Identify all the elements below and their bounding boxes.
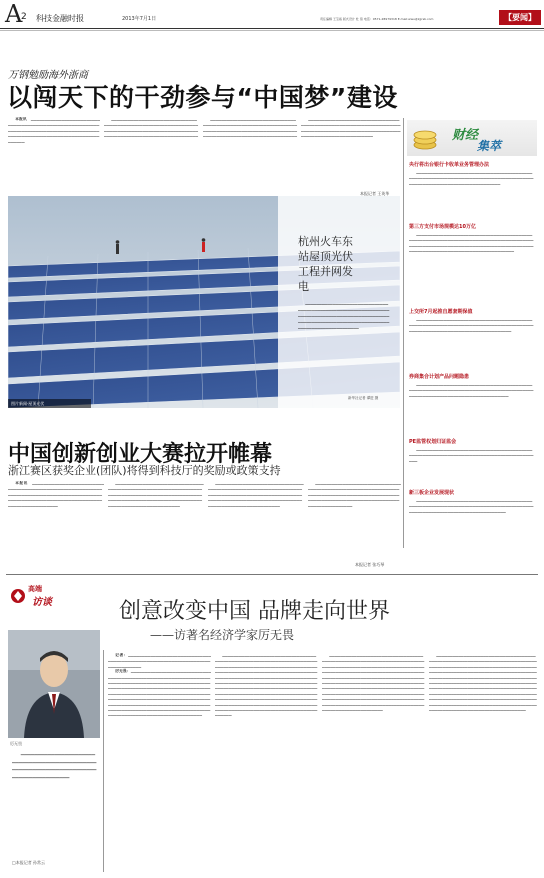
section-name: 科技金融时报 <box>36 14 84 23</box>
sidebar-item-body: ▁▁▁▁▁▁▁▁▁▁▁▁▁▁▁▁▁▁▁▁▁▁▁▁▁▁▁▁▁▁▁▁▁▁▁▁▁▁▁▁▁▁▁▁▁▁▁▁▁▁▁▁▁▁▁▁▁▁▁▁▁▁▁▁▁▁▁▁▁▁▁▁▁▁▁▁▁▁▁▁▁▁▁▁▁▁▁▁▁▁▁▁▁▁▁▁▁▁▁▁▁▁▁▁▁▁▁▁▁▁▁▁▁▁▁▁▁▁▁▁▁▁ <box>409 498 534 513</box>
interview-logo-title: 高端 <box>28 585 42 593</box>
interview-subhead: ——访著名经济学家厉无畏 <box>150 628 295 642</box>
interview-col4: ▁▁▁▁▁▁▁▁▁▁▁▁▁▁▁▁▁▁▁▁▁▁▁▁▁▁▁▁▁▁▁▁▁▁▁▁▁▁▁▁▁▁▁▁▁▁▁▁▁▁▁▁▁▁▁▁▁▁▁▁▁▁▁▁▁▁▁▁▁▁▁▁▁▁▁▁▁▁▁▁▁▁▁▁▁▁▁▁▁▁▁▁▁▁▁▁▁▁▁▁▁▁▁▁▁▁▁▁▁▁▁▁▁▁▁▁▁▁▁▁▁▁▁▁▁▁▁▁▁▁▁▁▁▁▁▁▁▁▁▁▁▁▁▁▁▁▁▁▁▁▁▁▁▁▁▁▁▁▁▁▁▁▁▁▁▁▁▁▁▁▁▁▁▁▁▁▁▁▁▁▁▁▁▁▁▁▁▁▁▁▁▁▁▁▁▁▁▁▁▁▁▁▁▁▁▁▁▁▁▁▁▁▁▁▁▁▁▁▁▁▁▁▁▁▁▁▁▁▁▁▁▁▁▁▁▁▁▁▁▁▁▁▁▁▁▁▁▁▁▁▁▁▁▁▁▁▁▁▁▁▁▁▁▁▁▁▁▁▁▁▁▁▁▁▁▁▁▁▁▁▁▁▁▁▁▁▁▁▁▁▁▁▁▁▁▁▁▁▁▁▁▁▁▁▁▁▁▁▁▁▁▁▁▁▁▁▁▁▁▁▁▁▁▁▁▁▁▁▁▁▁▁▁▁▁▁▁▁▁▁▁▁▁▁▁▁▁▁▁▁▁▁▁▁▁▁▁▁▁▁▁▁▁▁▁▁▁▁▁▁▁▁▁▁▁▁▁▁▁▁▁▁▁▁▁▁▁▁▁▁▁▁▁▁▁▁▁▁▁▁▁▁▁▁▁▁▁▁▁▁▁▁▁▁▁▁▁▁▁▁▁▁ <box>429 653 537 712</box>
header-rule-thin <box>0 30 544 31</box>
page-letter: A <box>5 0 23 28</box>
qa-question-lead: 记者： <box>115 653 129 657</box>
sidebar-banner-sub: 集萃 <box>477 139 502 153</box>
sidebar-item-title: 新三板企业发展现状 <box>409 490 455 496</box>
qa-answer-lead: 厉无畏： <box>115 669 131 674</box>
story1-col4: ▁▁▁▁▁▁▁▁▁▁▁▁▁▁▁▁▁▁▁▁▁▁▁▁▁▁▁▁▁▁▁▁▁▁▁▁▁▁▁▁▁▁▁▁▁▁▁▁▁▁▁▁▁▁▁▁▁▁▁▁▁▁▁▁▁▁▁▁▁▁▁▁▁▁▁▁▁▁▁▁▁▁▁▁▁▁▁▁▁▁▁▁▁▁▁▁▁▁▁▁▁▁▁▁▁▁▁▁▁▁▁▁▁▁▁▁▁▁▁▁▁▁▁▁▁▁▁▁▁▁▁ <box>301 117 401 138</box>
header-rule <box>0 28 544 29</box>
interview-logo-sub: 访谈 <box>32 597 52 608</box>
solar-photo <box>8 196 400 408</box>
interviewee-photo <box>8 630 100 738</box>
story2-col1: 本报讯 ▁▁▁▁▁▁▁▁▁▁▁▁▁▁▁▁▁▁▁▁▁▁▁▁▁▁▁▁▁▁▁▁▁▁▁▁▁▁▁▁▁▁▁▁▁▁▁▁▁▁▁▁▁▁▁▁▁▁▁▁▁▁▁▁▁▁▁▁▁▁▁▁▁▁▁▁▁▁▁▁▁▁▁▁▁▁▁▁▁▁▁▁▁▁▁▁▁▁▁▁▁▁▁▁▁▁▁▁▁▁▁▁▁▁▁▁▁▁▁▁▁▁▁▁▁▁▁▁▁▁▁▁▁▁▁▁▁▁▁▁▁▁▁▁▁▁ <box>8 481 104 507</box>
sidebar-banner-title: 财经 <box>452 128 479 143</box>
photo-caption-body: ▁▁▁▁▁▁▁▁▁▁▁▁▁▁▁▁▁▁▁▁▁▁▁▁▁▁▁▁▁▁▁▁▁▁▁▁▁▁▁▁▁▁▁▁▁▁▁▁▁▁▁▁▁▁▁▁▁▁▁▁▁▁▁▁▁▁▁▁▁▁▁▁▁▁▁▁▁▁▁▁▁▁▁▁▁▁▁▁▁▁▁▁▁▁▁▁▁▁▁▁▁▁▁▁▁▁▁▁▁▁▁▁▁▁▁▁▁▁▁▁▁▁▁▁▁▁▁▁▁▁▁▁▁▁▁▁▁▁▁▁▁▁▁▁▁▁▁▁▁▁▁ <box>298 301 390 329</box>
issue-date: 2013年7月1日 <box>122 16 157 22</box>
sidebar-item-body: ▁▁▁▁▁▁▁▁▁▁▁▁▁▁▁▁▁▁▁▁▁▁▁▁▁▁▁▁▁▁▁▁▁▁▁▁▁▁▁▁▁▁▁▁▁▁▁▁▁▁▁▁▁▁▁▁▁▁▁▁▁▁▁▁▁▁▁▁▁▁▁▁▁▁▁▁▁▁▁▁▁▁▁▁▁▁▁▁▁▁▁▁▁▁▁▁▁▁▁▁▁▁▁▁▁▁▁▁▁▁▁▁▁▁▁▁▁▁▁▁▁▁▁▁ <box>409 317 534 332</box>
story2-byline-lead: 本报讯 <box>15 481 28 485</box>
story2-subhead: 浙江赛区获奖企业(团队)将得到科技厅的奖励或政策支持 <box>8 464 281 477</box>
sidebar-item-body: ▁▁▁▁▁▁▁▁▁▁▁▁▁▁▁▁▁▁▁▁▁▁▁▁▁▁▁▁▁▁▁▁▁▁▁▁▁▁▁▁▁▁▁▁▁▁▁▁▁▁▁▁▁▁▁▁▁▁▁▁▁▁▁▁▁▁▁▁▁▁▁▁▁▁▁▁▁▁▁▁▁▁▁▁▁▁▁▁▁▁ <box>409 447 534 462</box>
page-number: 2 <box>21 12 27 22</box>
story1-col1: 本报讯 ▁▁▁▁▁▁▁▁▁▁▁▁▁▁▁▁▁▁▁▁▁▁▁▁▁▁▁▁▁▁▁▁▁▁▁▁▁▁▁▁▁▁▁▁▁▁▁▁▁▁▁▁▁▁▁▁▁▁▁▁▁▁▁▁▁▁▁▁▁▁▁▁▁▁▁▁▁▁▁▁▁▁▁▁▁▁▁▁▁▁▁▁▁▁▁▁▁▁▁▁▁▁▁▁▁▁▁▁▁▁▁▁▁▁▁▁▁▁▁▁▁▁▁▁▁▁▁▁▁▁ <box>8 117 100 143</box>
portrait-image <box>8 630 100 738</box>
sidebar-item-body: ▁▁▁▁▁▁▁▁▁▁▁▁▁▁▁▁▁▁▁▁▁▁▁▁▁▁▁▁▁▁▁▁▁▁▁▁▁▁▁▁▁▁▁▁▁▁▁▁▁▁▁▁▁▁▁▁▁▁▁▁▁▁▁▁▁▁▁▁▁▁▁▁▁▁▁▁▁▁▁▁▁▁▁▁▁▁▁▁▁▁▁▁▁▁▁▁▁▁▁▁▁▁▁▁▁▁▁▁▁▁▁▁▁▁▁▁▁▁▁▁ <box>409 170 534 185</box>
sidebar-item-title: 上交所7月起推自愿套期保值 <box>409 309 473 315</box>
photo-caption-title: 杭州火车东站屋顶光伏工程并网发电 <box>298 235 353 293</box>
story2-col2: ▁▁▁▁▁▁▁▁▁▁▁▁▁▁▁▁▁▁▁▁▁▁▁▁▁▁▁▁▁▁▁▁▁▁▁▁▁▁▁▁▁▁▁▁▁▁▁▁▁▁▁▁▁▁▁▁▁▁▁▁▁▁▁▁▁▁▁▁▁▁▁▁▁▁▁▁▁▁▁▁▁▁▁▁▁▁▁▁▁▁▁▁▁▁▁▁▁▁▁▁▁▁▁▁▁▁▁▁▁▁▁▁▁▁▁▁▁▁▁▁▁▁▁▁▁▁▁▁▁▁▁▁▁▁▁▁▁▁▁▁▁▁▁▁▁▁▁▁▁▁▁▁▁▁▁▁▁▁▁▁ <box>108 481 204 507</box>
section-divider <box>6 574 538 575</box>
interview-divider <box>103 650 104 872</box>
story2-headline: 中国创新创业大赛拉开帷幕 <box>8 442 273 467</box>
story1-headline: 以闯天下的干劲参与“中国梦”建设 <box>7 83 398 112</box>
story1-col2: ▁▁▁▁▁▁▁▁▁▁▁▁▁▁▁▁▁▁▁▁▁▁▁▁▁▁▁▁▁▁▁▁▁▁▁▁▁▁▁▁▁▁▁▁▁▁▁▁▁▁▁▁▁▁▁▁▁▁▁▁▁▁▁▁▁▁▁▁▁▁▁▁▁▁▁▁▁▁▁▁▁▁▁▁▁▁▁▁▁▁▁▁▁▁▁▁▁▁▁▁▁▁▁▁▁▁▁▁▁▁▁▁▁▁▁▁▁▁▁▁▁▁▁▁▁▁▁▁▁▁▁▁▁ <box>104 117 198 138</box>
photo-caption-name: 厉无畏 <box>10 741 22 746</box>
intro-column: ▁▁▁▁▁▁▁▁▁▁▁▁▁▁▁▁▁▁▁▁▁▁▁▁▁▁▁▁▁▁▁▁▁▁▁▁▁▁▁▁▁▁▁▁▁▁▁▁▁▁▁▁▁▁▁▁▁▁▁▁▁▁▁▁▁▁▁▁▁▁▁▁▁▁▁▁▁▁▁▁▁▁▁▁▁▁▁▁▁ <box>12 751 97 779</box>
sidebar-item-body: ▁▁▁▁▁▁▁▁▁▁▁▁▁▁▁▁▁▁▁▁▁▁▁▁▁▁▁▁▁▁▁▁▁▁▁▁▁▁▁▁▁▁▁▁▁▁▁▁▁▁▁▁▁▁▁▁▁▁▁▁▁▁▁▁▁▁▁▁▁▁▁▁▁▁▁▁▁▁▁▁▁▁▁▁▁▁▁▁▁▁▁▁▁▁▁▁▁▁▁▁▁▁▁▁▁▁▁▁▁▁▁▁▁▁▁▁▁▁▁▁▁▁▁ <box>409 382 534 397</box>
editors-line: 责任编辑 王宝裕 版式设计 杜 瑄 电话：0571-28979318 E-mail:wwu@kjjrsb.com <box>320 17 434 21</box>
sidebar-item-title: 券商集合计划产品问题隐患 <box>409 374 470 380</box>
interview-headline: 创意改变中国 品牌走向世界 <box>119 599 390 624</box>
sidebar-item-body: ▁▁▁▁▁▁▁▁▁▁▁▁▁▁▁▁▁▁▁▁▁▁▁▁▁▁▁▁▁▁▁▁▁▁▁▁▁▁▁▁▁▁▁▁▁▁▁▁▁▁▁▁▁▁▁▁▁▁▁▁▁▁▁▁▁▁▁▁▁▁▁▁▁▁▁▁▁▁▁▁▁▁▁▁▁▁▁▁▁▁▁▁▁▁▁▁▁▁▁▁▁▁▁▁▁▁▁▁▁▁▁▁▁▁▁▁▁▁▁▁▁▁▁▁▁▁▁▁▁▁▁▁▁▁▁▁▁▁▁▁▁▁▁▁▁▁▁▁▁▁▁▁▁▁▁▁▁▁▁▁▁▁▁▁▁▁▁▁▁▁ <box>409 232 534 253</box>
sidebar-item-title: 第三方支付市场规模达10万亿 <box>409 224 476 230</box>
photo-tag: 图片新闻·屋顶光伏 <box>8 399 91 408</box>
sidebar-column <box>407 159 537 549</box>
interview-logo <box>10 582 70 610</box>
photo-credit: 新华社记者 谭进 摄 <box>348 396 379 400</box>
story1-byline-lead: 本报讯 <box>15 117 27 121</box>
sidebar-banner <box>407 120 537 156</box>
story2-reporter: 本报记者 张巧琴 <box>355 562 385 567</box>
interview-col3: ▁▁▁▁▁▁▁▁▁▁▁▁▁▁▁▁▁▁▁▁▁▁▁▁▁▁▁▁▁▁▁▁▁▁▁▁▁▁▁▁▁▁▁▁▁▁▁▁▁▁▁▁▁▁▁▁▁▁▁▁▁▁▁▁▁▁▁▁▁▁▁▁▁▁▁▁▁▁▁▁▁▁▁▁▁▁▁▁▁▁▁▁▁▁▁▁▁▁▁▁▁▁▁▁▁▁▁▁▁▁▁▁▁▁▁▁▁▁▁▁▁▁▁▁▁▁▁▁▁▁▁▁▁▁▁▁▁▁▁▁▁▁▁▁▁▁▁▁▁▁▁▁▁▁▁▁▁▁▁▁▁▁▁▁▁▁▁▁▁▁▁▁▁▁▁▁▁▁▁▁▁▁▁▁▁▁▁▁▁▁▁▁▁▁▁▁▁▁▁▁▁▁▁▁▁▁▁▁▁▁▁▁▁▁▁▁▁▁▁▁▁▁▁▁▁▁▁▁▁▁▁▁▁▁▁▁▁▁▁▁▁▁▁▁▁▁▁▁▁▁▁▁▁▁▁▁▁▁▁▁▁▁▁▁▁▁▁▁▁▁▁▁▁▁▁▁▁▁▁▁▁▁▁▁▁▁▁▁▁▁▁▁▁▁▁▁▁▁▁▁▁▁▁▁▁▁▁▁▁▁▁▁▁▁▁▁▁▁▁▁▁▁▁▁▁▁▁▁▁▁▁▁▁▁▁▁▁▁▁▁▁▁▁▁▁▁▁▁▁▁▁▁▁▁▁▁▁▁▁▁▁▁▁▁▁▁▁▁▁▁▁▁▁▁▁▁▁▁▁▁▁▁▁▁▁▁▁▁▁ <box>322 653 425 712</box>
badge-label: 要闻 <box>512 13 528 22</box>
story1-reporter: 本报记者 王英华 <box>360 191 390 196</box>
coin-stack-icon <box>410 123 440 153</box>
story2-col3: ▁▁▁▁▁▁▁▁▁▁▁▁▁▁▁▁▁▁▁▁▁▁▁▁▁▁▁▁▁▁▁▁▁▁▁▁▁▁▁▁▁▁▁▁▁▁▁▁▁▁▁▁▁▁▁▁▁▁▁▁▁▁▁▁▁▁▁▁▁▁▁▁▁▁▁▁▁▁▁▁▁▁▁▁▁▁▁▁▁▁▁▁▁▁▁▁▁▁▁▁▁▁▁▁▁▁▁▁▁▁▁▁▁▁▁▁▁▁▁▁▁▁▁▁▁▁▁▁▁▁▁▁▁▁▁▁▁▁▁▁▁▁▁▁▁▁▁▁▁▁▁▁▁▁▁▁▁▁▁▁ <box>208 481 304 507</box>
story1-kicker: 万钢勉励海外浙商 <box>8 70 88 81</box>
sidebar-item-title: 央行将出台银行卡收单业务管理办法 <box>409 162 490 168</box>
section-badge: 【要闻】 <box>499 10 541 25</box>
sidebar-divider <box>403 118 404 548</box>
interview-col2: ▁▁▁▁▁▁▁▁▁▁▁▁▁▁▁▁▁▁▁▁▁▁▁▁▁▁▁▁▁▁▁▁▁▁▁▁▁▁▁▁▁▁▁▁▁▁▁▁▁▁▁▁▁▁▁▁▁▁▁▁▁▁▁▁▁▁▁▁▁▁▁▁▁▁▁▁▁▁▁▁▁▁▁▁▁▁▁▁▁▁▁▁▁▁▁▁▁▁▁▁▁▁▁▁▁▁▁▁▁▁▁▁▁▁▁▁▁▁▁▁▁▁▁▁▁▁▁▁▁▁▁▁▁▁▁▁▁▁▁▁▁▁▁▁▁▁▁▁▁▁▁▁▁▁▁▁▁▁▁▁▁▁▁▁▁▁▁▁▁▁▁▁▁▁▁▁▁▁▁▁▁▁▁▁▁▁▁▁▁▁▁▁▁▁▁▁▁▁▁▁▁▁▁▁▁▁▁▁▁▁▁▁▁▁▁▁▁▁▁▁▁▁▁▁▁▁▁▁▁▁▁▁▁▁▁▁▁▁▁▁▁▁▁▁▁▁▁▁▁▁▁▁▁▁▁▁▁▁▁▁▁▁▁▁▁▁▁▁▁▁▁▁▁▁▁▁▁▁▁▁▁▁▁▁▁▁▁▁▁▁▁▁▁▁▁▁▁▁▁▁▁▁▁▁▁▁▁▁▁▁▁▁▁▁▁▁▁▁▁▁▁▁▁▁▁▁▁▁▁▁▁▁▁▁▁▁▁▁▁▁▁▁▁▁▁▁▁▁▁▁▁▁▁▁▁▁▁▁▁▁▁▁▁▁▁▁▁▁▁▁▁▁▁▁▁▁▁▁▁▁▁▁▁▁▁▁▁▁▁▁▁▁▁▁▁▁▁▁▁▁▁▁▁▁▁▁▁▁▁▁ <box>215 653 318 717</box>
sidebar-item-title: PE监管权划归证监会 <box>409 439 457 445</box>
interview-photographer: □本报记者 孙常云 <box>12 860 46 865</box>
story1-col3: ▁▁▁▁▁▁▁▁▁▁▁▁▁▁▁▁▁▁▁▁▁▁▁▁▁▁▁▁▁▁▁▁▁▁▁▁▁▁▁▁▁▁▁▁▁▁▁▁▁▁▁▁▁▁▁▁▁▁▁▁▁▁▁▁▁▁▁▁▁▁▁▁▁▁▁▁▁▁▁▁▁▁▁▁▁▁▁▁▁▁▁▁▁▁▁▁▁▁▁▁▁▁▁▁▁▁▁▁▁▁▁▁▁▁▁▁▁▁▁▁▁▁▁▁▁▁▁▁▁▁▁▁▁ <box>203 117 297 138</box>
story2-col4: ▁▁▁▁▁▁▁▁▁▁▁▁▁▁▁▁▁▁▁▁▁▁▁▁▁▁▁▁▁▁▁▁▁▁▁▁▁▁▁▁▁▁▁▁▁▁▁▁▁▁▁▁▁▁▁▁▁▁▁▁▁▁▁▁▁▁▁▁▁▁▁▁▁▁▁▁▁▁▁▁▁▁▁▁▁▁▁▁▁▁▁▁▁▁▁▁▁▁▁▁▁▁▁▁▁▁▁▁▁▁▁▁▁▁▁▁▁▁▁▁▁▁▁▁▁▁▁▁▁▁▁▁▁▁▁▁▁▁▁▁▁▁▁▁▁▁ <box>308 481 401 507</box>
interview-col1: 记者：▁▁▁▁▁▁▁▁▁▁▁▁▁▁▁▁▁▁▁▁▁▁▁▁▁▁▁▁▁▁▁▁▁▁▁▁▁▁▁▁▁▁▁▁▁▁▁▁▁▁▁▁▁▁▁▁▁▁▁▁▁▁▁▁▁▁▁▁▁▁▁▁▁▁▁▁▁▁▁ 厉无畏：▁▁▁▁▁▁▁▁▁▁▁▁▁▁▁▁▁▁▁▁▁▁▁▁▁▁▁▁▁▁▁▁▁▁▁▁▁▁▁▁▁▁▁▁▁▁▁▁▁▁▁▁▁▁▁▁▁▁▁▁▁▁▁▁▁▁▁▁▁▁▁▁▁▁▁▁▁▁▁▁▁▁▁▁▁▁▁▁▁▁▁▁▁▁▁▁▁▁▁▁▁▁▁▁▁▁▁▁▁▁▁▁▁▁▁▁▁▁▁▁▁▁▁▁▁▁▁▁▁▁▁▁▁▁▁▁▁▁▁▁▁▁▁▁▁▁▁▁▁▁▁▁▁▁▁▁▁▁▁▁▁▁▁▁▁▁▁▁▁▁▁▁▁▁▁▁▁▁▁▁▁▁▁▁▁▁▁▁▁▁▁▁▁▁▁▁▁▁▁▁▁▁▁▁▁▁▁▁▁▁▁▁▁▁▁▁▁▁▁▁▁▁▁▁▁▁▁▁▁▁▁▁▁▁▁▁▁▁▁▁▁▁▁▁▁▁▁▁▁▁▁▁▁▁▁▁▁▁▁▁▁▁▁▁▁▁▁▁▁▁▁▁▁▁▁▁▁▁▁▁▁▁▁▁▁▁▁▁▁▁▁▁▁▁▁▁▁▁▁▁▁▁▁▁▁▁▁▁▁▁▁▁▁▁▁▁▁▁▁▁▁▁ <box>108 653 211 717</box>
